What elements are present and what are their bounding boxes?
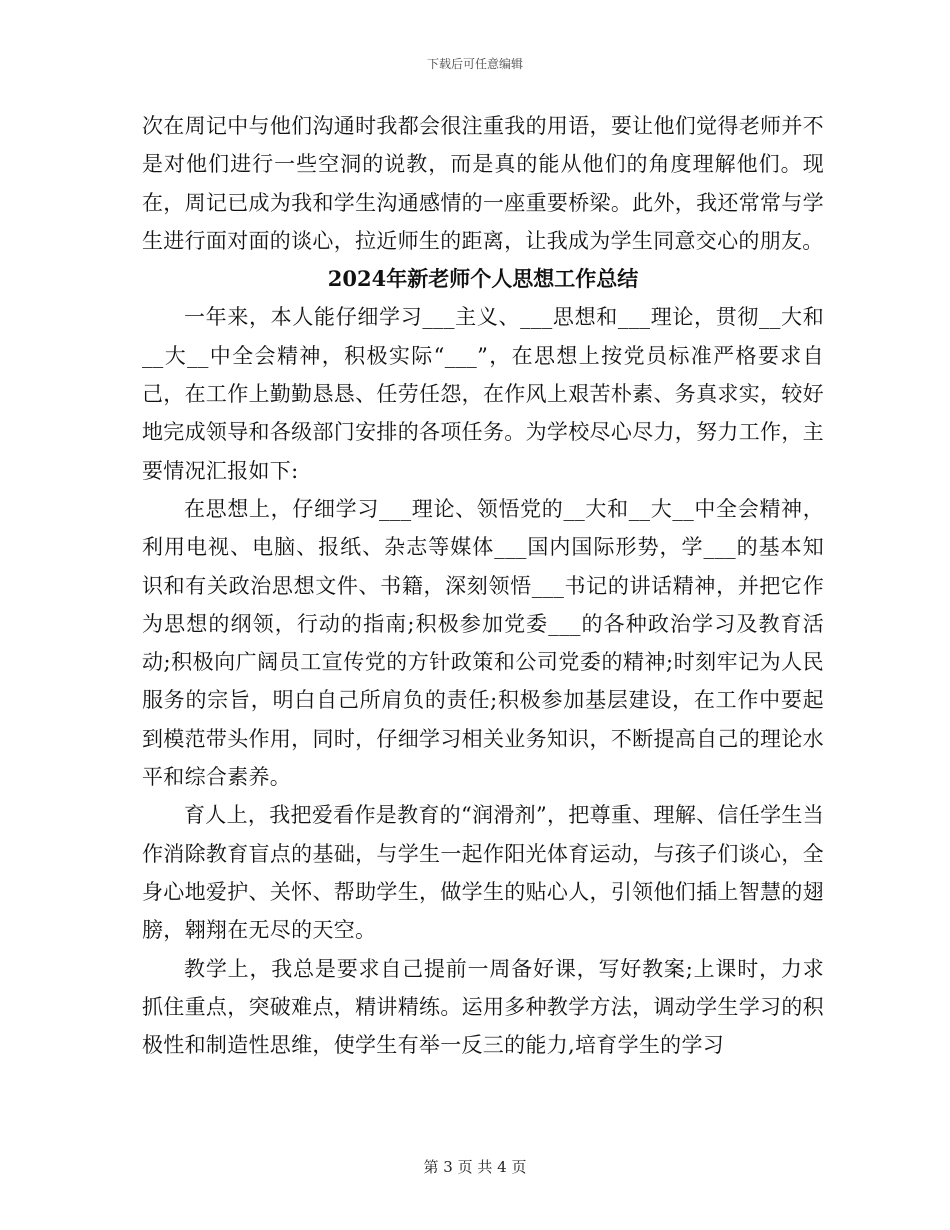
paragraph-teaching: 教学上，我总是要求自己提前一周备好课，写好教案;上课时，力求抓住重点，突破难点，精讲精练。运用多种教学方法，调动学生学习的积极性和制造性思维，使学生有举一反三的能力,培育学生的学习 [142,956,824,1058]
paragraph-intro: 一年来，本人能仔细学习___主义、___思想和___理论，贯彻__大和__大__中全会精神，积极实际“___”，在思想上按党员标准严格要求自己，在工作上勤勤恳恳、任劳任怨，在作风上艰苦朴素、务真求实，较好地完成领导和各级部门安排的各项任务。为学校尽心尽力，努力工作，主要情况汇报如下: [142,305,824,483]
document-title: 2024年新老师个人思想工作总结 [327,266,639,292]
page-number: 第 3 页 共 4 页 [423,1158,527,1176]
document-body [142,107,824,1064]
paragraph-ideology: 在思想上，仔细学习___理论、领悟党的__大和__大__中全会精神，利用电视、电脑、报纸、杂志等媒体___国内国际形势，学___的基本知识和有关政治思想文件、书籍，深刻领悟___书记的讲话精神，并把它作为思想的纲领，行动的指南;积极参加党委___的各种政治学习及教育活动;积极向广阔员工宣传党的方针政策和公司党委的精神;时刻牢记为人民服务的宗旨，明白自己所肩负的责任;积极参加基层建设，在工作中要起到模范带头作用，同时，仔细学习相关业务知识，不断提高自己的理论水平和综合素养。 [142,496,824,790]
page-header-note: 下载后可任意编辑 [426,57,523,71]
continued-paragraph: 次在周记中与他们沟通时我都会很注重我的用语，要让他们觉得老师并不是对他们进行一些空洞的说教，而是真的能从他们的角度理解他们。现在，周记已成为我和学生沟通感情的一座重要桥梁。此外，我还常常与学生进行面对面的谈心，拉近师生的距离，让我成为学生同意交心的朋友。 [142,114,824,253]
paragraph-education: 育人上，我把爱看作是教育的“润滑剂”，把尊重、理解、信任学生当作消除教育盲点的基础，与学生一起作阳光体育运动，与孩子们谈心，全身心地爱护、关怀、帮助学生，做学生的贴心人，引领他们插上智慧的翅膀，翱翔在无尽的天空。 [142,803,824,943]
